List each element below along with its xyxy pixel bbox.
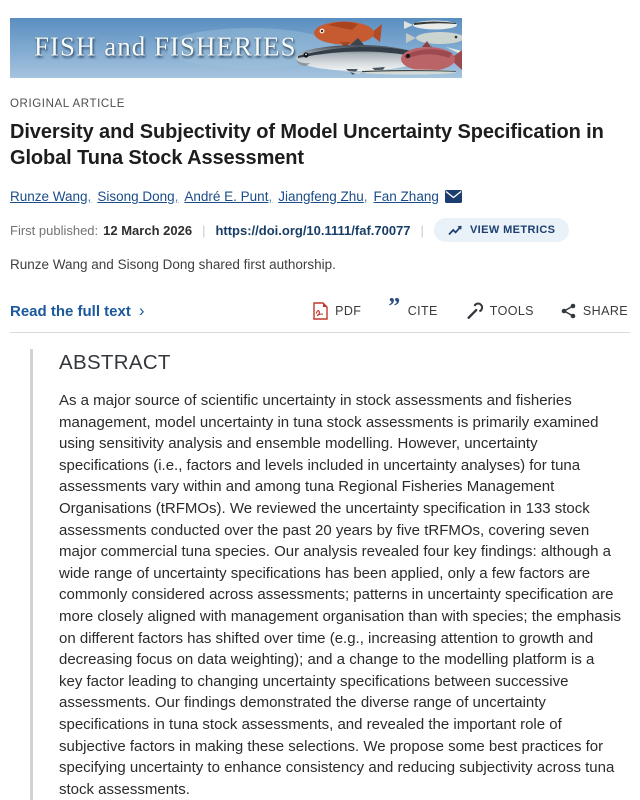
first-published-date: 12 March 2026	[103, 222, 193, 238]
author-link-runze-wang[interactable]: Runze Wang ,	[10, 189, 97, 204]
view-metrics-label: VIEW METRICS	[469, 224, 556, 236]
cite-label: CITE	[407, 304, 438, 318]
doi-link[interactable]: https://doi.org/10.1111/faf.70077	[215, 222, 411, 238]
abstract-heading: ABSTRACT	[59, 351, 171, 374]
metrics-icon	[448, 225, 463, 236]
pdf-button[interactable]	[313, 302, 361, 320]
article-page	[0, 18, 640, 800]
wrench-icon	[465, 302, 483, 320]
separator: |	[202, 222, 206, 238]
separator: |	[420, 222, 424, 238]
author-link-sisong-dong[interactable]: Sisong Dong ,	[97, 189, 184, 204]
publication-info-row	[10, 218, 630, 242]
divider	[10, 332, 630, 333]
authorship-note: Runze Wang and Sisong Dong shared first authorship.	[10, 257, 336, 272]
pdf-label: PDF	[335, 304, 362, 318]
author-link-fan-zhang[interactable]: Fan Zhang	[373, 189, 439, 204]
abstract-text: As a major source of scientific uncertainty in stock assessments and fisheries management, model uncertainty in tuna stock assessments is primarily examined using sensitivity analysis and ensemble modelling. However, uncertainty specifications (i.e., factors and levels included in uncertainty analyses) for tuna assessments vary within and among tuna Regional Fisheries Management Organisations (tRFMOs). We reviewed the uncertainty specification in 133 stock assessments conducted over the past 20 years by five tRFMOs, covering seven major commercial tuna species. Our analysis revealed four key findings: although a wide range of uncertainty specifications has been applied, only a few factors are commonly considered across assessments; patterns in uncertainty specification are more closely aligned with management organisation than with species; the emphasis on different factors has shifted over time (e.g., increasing attention to growth and decreasing focus on data weighting); and a change to the modelling platform is a key factor leading to changing uncertainty specifications between successive assessments. Our findings demonstrated the diverse range of uncertainty specifications in tuna stock assessments, and revealed the important role of subjective factors in making these selections. We propose some best practices for specifying uncertainty to enhance consistency and reducing subjectivity across tuna stock assessments.	[59, 392, 621, 798]
abstract-section	[30, 349, 630, 800]
view-metrics-button[interactable]	[434, 218, 569, 242]
share-icon	[561, 303, 576, 319]
chevron-right-icon: ›	[138, 300, 145, 320]
toolbar	[313, 294, 628, 320]
share-label: SHARE	[582, 304, 628, 318]
email-icon[interactable]	[445, 190, 462, 203]
action-row	[10, 294, 630, 320]
author-link-andre-e-punt[interactable]: André E. Punt ,	[184, 189, 278, 204]
tools-label: TOOLS	[489, 304, 534, 318]
author-list	[10, 189, 630, 204]
author-link-jiangfeng-zhu[interactable]: Jiangfeng Zhu ,	[278, 189, 373, 204]
read-full-text-link[interactable]	[10, 300, 145, 320]
journal-title: FISH and FISHERIES	[34, 31, 297, 62]
article-title: Diversity and Subjectivity of Model Uncertainty Specification in Global Tuna Stock Assessment	[10, 121, 604, 169]
share-button[interactable]	[561, 303, 628, 319]
first-published-label: First published:	[10, 222, 99, 238]
cite-button[interactable]: ” CITE	[388, 294, 438, 320]
pdf-icon	[313, 302, 328, 320]
tools-button[interactable]	[465, 302, 534, 320]
article-type-label: ORIGINAL ARTICLE	[10, 98, 126, 110]
journal-banner[interactable]	[10, 18, 462, 78]
read-full-text-label: Read the full text	[10, 302, 131, 320]
